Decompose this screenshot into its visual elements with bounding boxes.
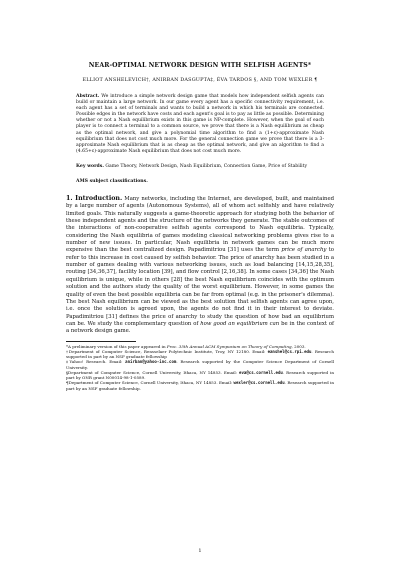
footnote-email: anirban@yahoo-inc.com <box>125 359 177 365</box>
footnote-rule <box>66 341 136 342</box>
footnote-email: wexler@cs.cornell.edu <box>233 380 285 386</box>
footnotes <box>66 344 334 391</box>
intro-emphasis-a: price of anarchy <box>281 247 327 254</box>
paper-title: NEAR-OPTIMAL NETWORK DESIGN WITH SELFISH AGENTS* <box>88 62 312 69</box>
page-number: 1 <box>198 548 202 554</box>
footnote-text: Proc. 35th Annual ACM Symposium on Theory of Computing <box>166 343 292 349</box>
footnote-email: eva@cs.cornell.edu <box>239 369 283 375</box>
author-list: ELLIOT ANSHELEVICH†, ANIRBAN DASGUPTA‡, ÉVA TARDOS §, AND TOM WEXLER ¶ <box>82 77 318 83</box>
keywords <box>76 164 324 170</box>
abstract-label: Abstract. <box>76 94 100 99</box>
abstract-text: We introduce a simple network design game that models how independent selfish agents can build or maintain a large network. In our game every agent has a specific connectivity requirement, i.e. each agent has a set of terminals and wants to build a network in which his terminals are connected. Possible edges in the network have costs and each agent's goal is to pay as little as possible. Determining whether or not a Nash equilibrium exists in this game is NP-complete. However, when the goal of each player is to connect a terminal to a common source, we prove that there is a Nash equilibrium as cheap as the optimal network, and give a polynomial time algorithm to find a (1+ε)-approximate Nash equilibrium that does not cost much more. For the general connection game we prove that there is a 3-approximate Nash equilibrium that is as cheap as the optimal network, and give an algorithm to find a (4.65+ε)-approximate Nash equilibrium that does not cost much more. <box>76 94 324 154</box>
footnote-text: *A preliminary version of this paper appeared in <box>66 343 167 349</box>
keywords-text: Game Theory, Network Design, Nash Equilibrium, Connection Game, Price of Stability <box>105 163 308 169</box>
ams-label: AMS subject classifications. <box>76 179 148 185</box>
intro-emphasis-b: how good an equilibrium can <box>200 320 280 327</box>
ams-classifications <box>76 179 324 184</box>
footnote-text: ‡Yahoo! Research. Email: <box>66 359 126 365</box>
abstract <box>76 94 324 155</box>
intro-text-a: Many networks, including the Internet, are developed, built, and maintained by a large number of agents (Autonomous Systems), all of whom act selfishly and have relatively limited goals. This naturally suggests a game-theoretic approach for studying both the behavior of these independent agents and the structure of the networks they generate. The stable outcomes of the interactions of non-cooperative selfish agents correspond to Nash equilibria. Typically, considering the Nash equilibria of games modeling classical networking problems gives rise to a number of new issues. In particular, Nash equilibria in network games can be much more expensive than the best centralized design. Papadimitriou [31] uses the term <box>66 196 334 254</box>
footnote <box>66 359 334 370</box>
footnote-text: . Research supported in part by an NSF graduate fellowship <box>66 348 334 360</box>
footnote <box>66 349 334 360</box>
footnote <box>66 370 334 381</box>
intro-text-b: to refer to this increase in cost caused by selfish behavior. The price of anarchy has been studied in a number of games dealing with various networking issues, such as load balancing [14,15,28,35], routing [34,36,37], facility location [39], and flow control [2,16,38]. In some cases [34,36] the Nash equilibrium is unique, while in others [28] the best Nash equilibrium coincides with the optimum solution and the authors study the quality of the worst equilibrium. However, in some games the quality of even the best possible equilibria can be far from optimal (e.g. in the prisoner's dilemma). The best Nash equilibrium can be viewed as the best solution that selfish agents can agree upon, i.e. once the solution is agreed upon, the agents do not find it in their interest to deviate. Papadimitriou [31] defines the price of anarchy to study the question of how bad an equilibrium can be. We study the complementary question of <box>66 247 334 327</box>
footnote-text: . Research supported by the Computer Science Department of Cornell University. <box>66 359 334 370</box>
section-heading: 1. Introduction. <box>66 195 123 203</box>
footnote-text: . Research supported in part by an NSF graduate fellowship. <box>66 380 334 391</box>
footnote-text: ¶Department of Computer Science, Cornell University, Ithaca, NY 14853. Email: <box>66 380 234 386</box>
intro-text-c: be in the context of a network design game. <box>66 320 334 335</box>
keywords-label: Key words. <box>76 163 104 169</box>
footnote-text: , 2003. <box>291 343 306 349</box>
footnote-text: §Department of Computer Science, Cornell University, Ithaca, NY 14853. Email: <box>66 369 240 375</box>
footnote-email: eanshel@cs.rpi.edu <box>267 348 312 354</box>
footnote-text: . Research supported in part by ONR grant N00014-98-1-0589. <box>66 369 334 381</box>
footnote <box>66 380 334 391</box>
footnote-text: †Department of Computer Science, Rensselaer Polytechnic Institute, Troy, NY 12180. Email: <box>66 348 268 354</box>
introduction-section <box>66 195 334 336</box>
